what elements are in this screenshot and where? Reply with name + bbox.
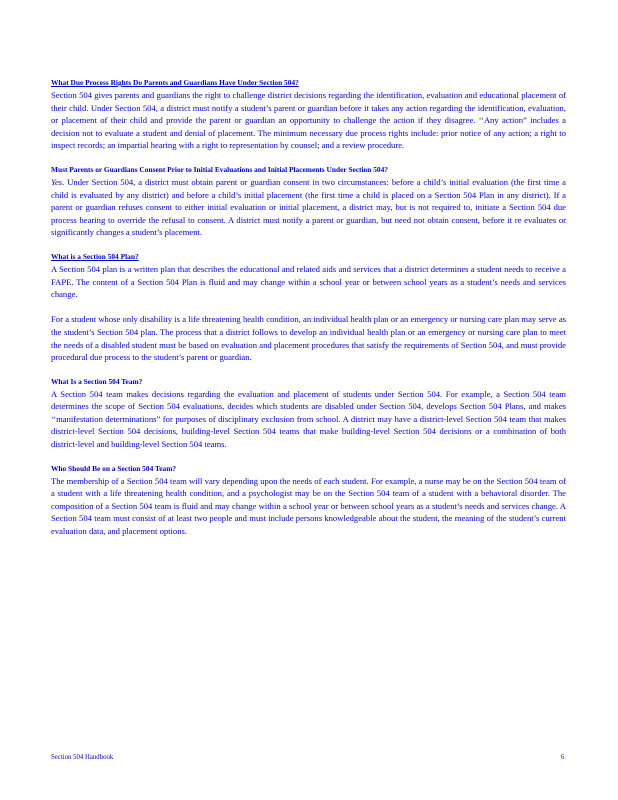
section-heading: Must Parents or Guardians Consent Prior to Initial Evaluations and Initial Placements Under Section 504? bbox=[51, 164, 388, 174]
section-paragraph: For a student whose only disability is a life threatening health condition, an individual health plan or an emergency or nursing care plan may serve as the student’s Section 504 plan. The process that a district follows to develop an individual health plan or an emergency or nursing care plan to meet the needs of a disabled student must be based on evaluation and placement procedures that satisfy the requirements of Section 504, and must provide procedural due process to the student’s parent or guardian. bbox=[51, 314, 566, 363]
section-paragraph: Section 504 gives parents and guardians the right to challenge district decisions regarding the identification, evaluation and educational placement of their child. Under Section 504, a district must notify a student’s parent or guardian before it takes any action regarding the identification, evaluation, or placement of their child and provide the parent or guardian an opportunity to challenge the action if they disagree. ‘‘Any action” includes a decision not to evaluate a student and denial of placement. The minimum necessary due process rights include: prior notice of any action; a right to inspect records; an impartial hearing with a right to representation by counsel; and a review procedure. bbox=[51, 90, 566, 151]
section-paragraph: The membership of a Section 504 team will vary depending upon the needs of each student. For example, a nurse may be on the Section 504 team of a student with a life threatening health condition, and a psychologist may be on the Section 504 team of a student with a behavioral disorder. The composition of a Section 504 team is fluid and may change within a school year or between school years as a student’s needs and services change. A Section 504 team must consist of at least two people and must include persons knowledgeable about the student, the meaning of the student’s current evaluation data, and placement options. bbox=[51, 475, 566, 537]
page-number: 6 bbox=[561, 754, 565, 761]
section-team-members bbox=[51, 463, 566, 538]
section-consent bbox=[51, 164, 566, 239]
yes-answer: Yes bbox=[51, 176, 63, 187]
section-due-process-rights bbox=[51, 77, 566, 152]
section-heading: What Is a Section 504 Team? bbox=[51, 376, 143, 386]
section-504-plan bbox=[51, 251, 566, 364]
section-paragraph bbox=[51, 176, 566, 239]
answer-text: . Under Section 504, a district must obtain parent or guardian consent in two circumstances: before a child’s initial evaluation (the first time a child is evaluated by any district) and before a child’s initial placement (the first time a child is placed on a Section 504 Plan in any district). If a parent or guardian refuses consent to either initial evaluation or initial placement, a district may, but is not required to, initiate a Section 504 due process hearing to override the refusal to consent. A district must notify a parent or guardian, but need not obtain consent, before it re evaluates or significantly changes a student’s placement. bbox=[51, 176, 566, 238]
footer-title: Section 504 Handbook bbox=[51, 754, 114, 761]
section-heading: Who Should Be on a Section 504 Team? bbox=[51, 463, 177, 473]
section-heading: What is a Section 504 Plan? bbox=[51, 251, 139, 261]
section-paragraph: A Section 504 plan is a written plan that describes the educational and related aids and services that a district determines a student needs to receive a FAPE. The content of a Section 504 Plan is fluid and may change within a school year or between school years as a student’s needs and services change. bbox=[51, 263, 566, 300]
page-content bbox=[51, 77, 566, 550]
section-504-team bbox=[51, 376, 566, 451]
section-paragraph: A Section 504 team makes decisions regarding the evaluation and placement of students under Section 504. For example, a Section 504 team determines the scope of Section 504 evaluations, decides which students are disabled under Section 504, develops Section 504 Plans, and makes ‘‘manifestation determinations” for purposes of disciplinary exclusion from school. A district may have a district-level Section 504 team that makes district-level Section 504 decisions, building-level Section 504 teams that make building-level Section 504 decisions or a combination of both district-level and building-level Section 504 teams. bbox=[51, 388, 566, 450]
section-heading: What Due Process Rights Do Parents and Guardians Have Under Section 504? bbox=[51, 78, 299, 87]
